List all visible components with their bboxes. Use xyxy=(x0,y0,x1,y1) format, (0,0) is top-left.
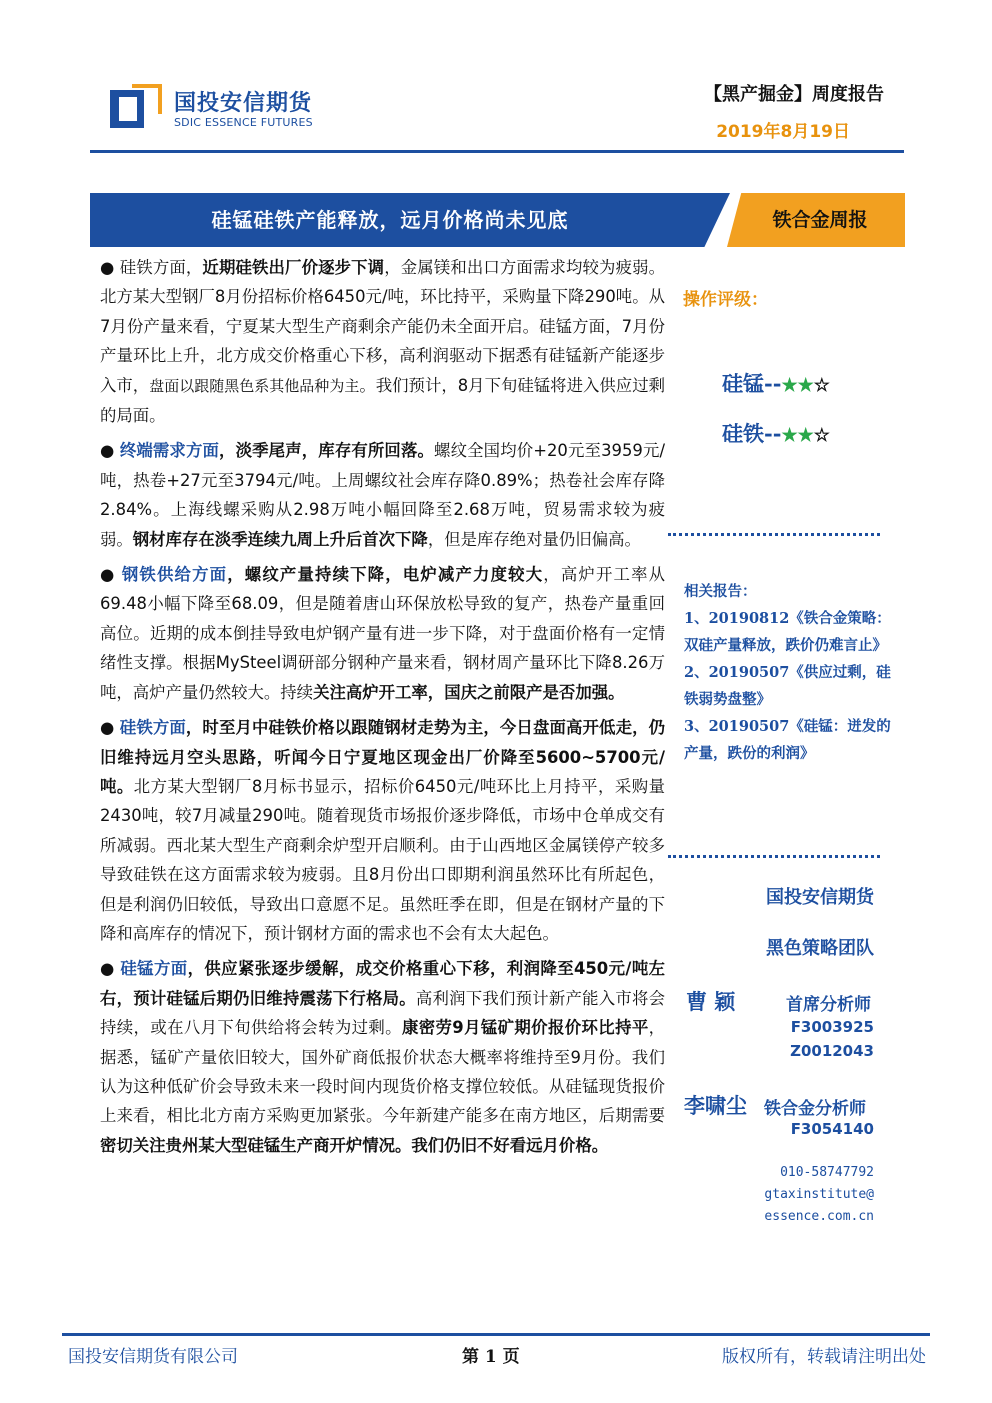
rating-silicomanganese: 硅锰--★★☆ xyxy=(722,371,830,396)
star-filled-icon: ★★ xyxy=(781,375,814,396)
analyst-title: 铁合金分析师 xyxy=(764,1099,866,1119)
logo-chinese-name: 国投安信期货 xyxy=(174,91,313,116)
paragraph-ferrosilicon-detail: ● 硅铁方面，时至月中硅铁价格以跟随钢材走势为主，今日盘面高开低走，仍旧维持远月空头思路，听闻今日宁夏地区现金出厂价降至5600~5700元/吨。北方某大型钢厂8月标书显示，招标价6450元/吨环比上月持平，采购量2430吨，较7月减量290吨。随着现货市场报价逐步降低，市场中仓单成交有所减弱。西北某大型生产商剩余炉型开启顺利。由于山西地区金属镁停产较多导致硅铁在这方面需求较为疲弱。且8月份出口即期利润虽然环比有所起色，但是利润仍旧较低，导致出口意愿不足。虽然旺季在即，但是在钢材产量的下降和高库存的情况下，预计钢材方面的需求也不会有太大起色。 xyxy=(100,718,666,943)
analyst-title: 首席分析师 xyxy=(786,995,871,1015)
related-reports xyxy=(684,578,894,767)
sidebar-divider xyxy=(668,855,880,858)
star-empty-icon: ☆ xyxy=(813,425,830,446)
sidebar-team: 黑色策略团队 xyxy=(766,938,874,959)
sidebar-company: 国投安信期货 xyxy=(766,887,874,908)
sidebar-divider xyxy=(668,533,880,536)
footer-divider xyxy=(62,1333,930,1336)
footer-page-number: 第 1 页 xyxy=(462,1347,520,1367)
rating-label: 操作评级： xyxy=(683,290,768,310)
rating-ferrosilicon: 硅铁--★★☆ xyxy=(722,421,830,446)
analyst-name: 曹 颖 xyxy=(686,990,736,1014)
main-body xyxy=(100,253,665,1166)
analyst-license-id: Z0012043 xyxy=(790,1042,874,1060)
star-filled-icon: ★★ xyxy=(781,425,814,446)
footer-copyright: 版权所有，转载请注明出处 xyxy=(722,1347,926,1367)
analyst-license-id: F3003925 xyxy=(790,1018,874,1036)
star-empty-icon: ☆ xyxy=(813,375,830,396)
related-report-item[interactable]: 1、20190812《铁合金策略：双硅产量释放，跌价仍难言止》 xyxy=(684,610,891,654)
logo-english-name: SDIC ESSENCE FUTURES xyxy=(174,116,313,129)
footer-company: 国投安信期货有限公司 xyxy=(68,1347,238,1367)
paragraph-end-demand: ● 终端需求方面，淡季尾声，库存有所回落。螺纹全国均价+20元至3959元/吨，热卷+27元至3794元/吨。上周螺纹社会库存降0.89%；热卷社会库存降2.84%。上海线螺采购从2.98万吨小幅回降至2.68万吨，贸易需求较为疲弱。钢材库存在淡季连续九周上升后首次下降，但是库存绝对量仍旧偏高。 xyxy=(100,441,666,549)
contact-email[interactable]: gtaxinstitute@ xyxy=(764,1187,874,1202)
related-report-item[interactable]: 2、20190507《供应过剩，硅铁弱势盘整》 xyxy=(684,664,891,708)
paragraph-steel-supply: ● 钢铁供给方面，螺纹产量持续下降，电炉减产力度较大，高炉开工率从69.48小幅下降至68.09，但是随着唐山环保放松导致的复产，热卷产量重回高位。近期的成本倒挂导致电炉钢产量有进一步下降，对于盘面价格有一定情绪性支撑。根据MySteel调研部分钢种产量来看，钢材周产量环比下降8.26万吨，高炉产量仍然较大。持续关注高炉开工率，国庆之前限产是否加强。 xyxy=(100,565,666,702)
report-title: 硅锰硅铁产能释放，远月价格尚未见底 xyxy=(211,208,569,232)
report-category-tag: 铁合金周报 xyxy=(772,209,868,231)
contact-phone: 010-58747792 xyxy=(780,1165,874,1180)
header-divider xyxy=(90,150,904,153)
report-date: 2019年8月19日 xyxy=(716,122,850,142)
paragraph-silicomanganese-detail: ● 硅锰方面，供应紧张逐步缓解，成交价格重心下移，利润降至450元/吨左右，预计硅锰后期仍旧维持震荡下行格局。高利润下我们预计新产能入市将会持续，或在八月下旬供给将会转为过剩。康密劳9月锰矿期价报价环比持平，据悉，锰矿产量依旧较大，国外矿商低报价状态大概率将维持至9月份。我们认为这种低矿价会导致未来一段时间内现货价格支撑位较低。从硅锰现货报价上来看，相比北方南方采购更加紧张。今年新建产能多在南方地区，后期需要密切关注贵州某大型硅锰生产商开炉情况。我们仍旧不好看远月价格。 xyxy=(100,959,666,1155)
contact-email-domain[interactable]: essence.com.cn xyxy=(764,1209,874,1224)
company-logo xyxy=(110,84,162,130)
analyst-license-id: F3054140 xyxy=(790,1120,874,1138)
related-reports-title: 相关报告： xyxy=(684,583,757,600)
analyst-name: 李啸尘 xyxy=(684,1094,747,1118)
related-report-item[interactable]: 3、20190507《硅锰：迸发的产量，跌份的利润》 xyxy=(684,718,891,762)
paragraph-ferrosilicon-summary: ● 硅铁方面，近期硅铁出厂价逐步下调，金属镁和出口方面需求均较为疲弱。北方某大型钢厂8月份招标价格6450元/吨，环比持平，采购量下降290吨。从7月份产量来看，宁夏某大型生产商剩余产能仍未全面开启。硅锰方面，7月份产量环比上升，北方成交价格重心下移，高利润驱动下据悉有硅锰新产能逐步入市，盘面以跟随黑色系其他品种为主。我们预计，8月下旬硅锰将进入供应过剩的局面。 xyxy=(100,258,666,426)
report-type: 【黑产掘金】周度报告 xyxy=(704,84,884,105)
